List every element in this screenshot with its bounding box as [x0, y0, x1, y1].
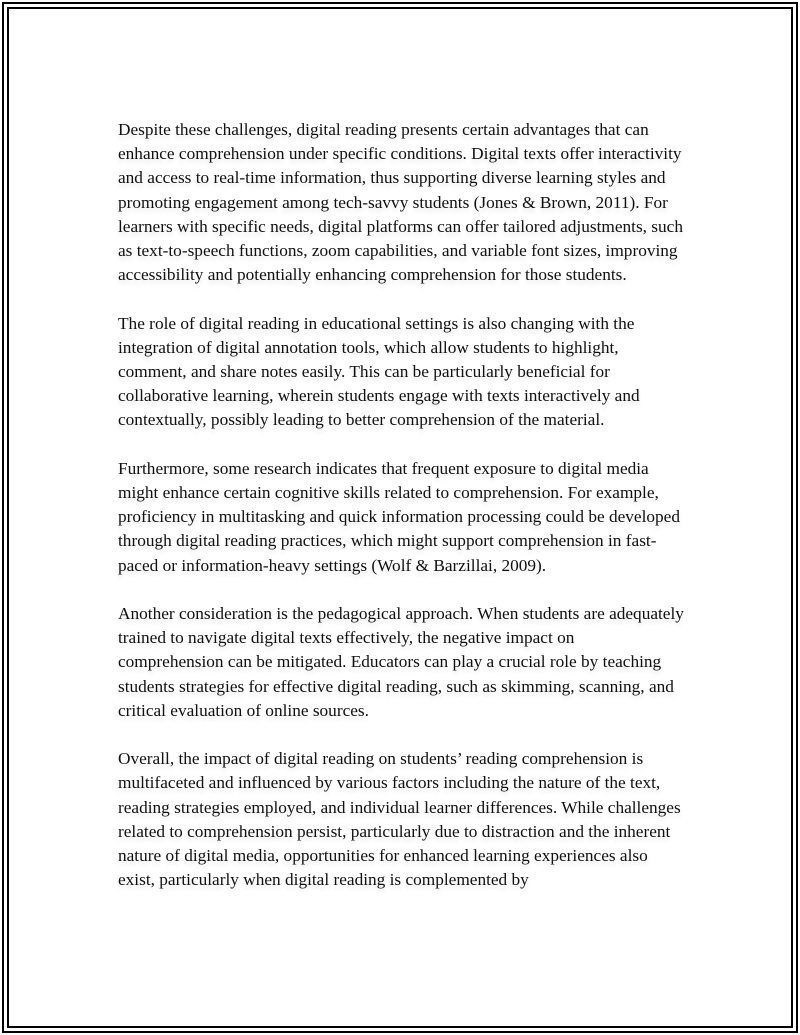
paragraph-annotation-tools: The role of digital reading in educational settings is also changing with the integration of digital annotation tools, which allow students to highlight, comment, and share notes easily. This can be particularly beneficial for collaborative learning, wherein students engage with texts interactively and contextually, possibly leading to better comprehension of the material. — [118, 313, 640, 430]
paragraph-pedagogical-approach: Another consideration is the pedagogical approach. When students are adequately trained to navigate digital texts effectively, the negative impact on comprehension can be mitigated. Educators can play a crucial role by teaching students strategies for effective digital reading, such as skimming, scanning, and critical evaluation of online sources. — [118, 604, 684, 720]
paragraph-overall: Overall, the impact of digital reading on students’ reading comprehension is multifaceted and influenced by various factors including the nature of the text, reading strategies employed, and individual learner differences. While challenges related to comprehension persist, particularly due to distraction and the inherent nature of digital media, opportunities for enhanced learning experiences also exist, particularly when digital reading is complemented by — [118, 749, 681, 890]
paragraph-cognitive-skills: Furthermore, some research indicates that frequent exposure to digital media might enhance certain cognitive skills related to comprehension. For example, proficiency in multitasking and quick information processing could be developed through digital reading practices, which might support comprehension in fast-paced or information-heavy settings (Wolf & Barzillai, 2009). — [118, 458, 680, 575]
document-body — [118, 118, 684, 917]
paragraph-advantages: Despite these challenges, digital reading presents certain advantages that can enhance comprehension under specific conditions. Digital texts offer interactivity and access to real-time information, thus supporting diverse learning styles and promoting engagement among tech-savvy students (Jones & Brown, 2011). For learners with specific needs, digital platforms can offer tailored adjustments, such as text-to-speech functions, zoom capabilities, and variable font sizes, improving accessibility and potentially enhancing comprehension for those students. — [118, 120, 683, 285]
